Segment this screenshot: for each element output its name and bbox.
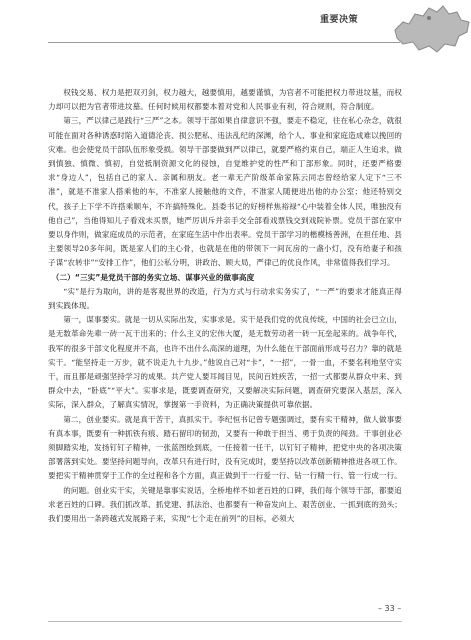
paragraph: “实”是行为取向，讲的是客观世界的改造，行为方式与行动求实务实了，“一严”的要求才能真正得到实践体现。 [48, 286, 402, 311]
paragraph: 第二，创业要实。就是真干苦干，真抓实干。李纪恒书记曾专题强调过，要有实干精神，做人做事要有真本事，既要有一种抓铁有痕、踏石留印的韧劲，又要有一种敢于担当、勇于负责的闯劲。干事创业必须脚踏实地，发扬钉钉子精神，一张蓝图绘到底，一任接着一任干，以钉钉子精神，把党中央的各项决策部署落到实处。要坚持问题导向，改革只有进行时，没有完成时，要坚持以改革创新精神推进各项工作。要把实干精神贯穿于工作的全过程和各个方面，真正做到干一行爱一行、钻一行精一行、管一行成一行。 [48, 414, 402, 481]
header-divider [48, 42, 400, 43]
section-title: 重要决策 [320, 15, 359, 25]
section-heading: （二）“三实”是党员干部的务实立场、谋事兴业的做事高度 [51, 272, 255, 282]
article-body [48, 86, 402, 526]
province-map-logo [385, 0, 471, 58]
paragraph: 权钱交易、权力是把双刃剑，权力越大，越要慎用，越要谨慎，为官者不可能把权力带进坟墓，而权力却可以把为官者带进坟墓。任何时候用权都要本着对党和人民事业有利，符合规则，符合制度。 [48, 88, 402, 112]
page-number: – 33 – [378, 604, 402, 613]
paragraph: 的问题。创业实干实，关键是靠事实说话，全桥地样不如老百姓的口碑，我们每个领导干部，都要追求老百姓的口碑。我们抓改革、抓党建、抓法治、也都要有一种奋发向上、艰苦创业、一抓到底的劲头；我们要用出一条跨越式发展路子来，实现“七个走在前列”的目标，必须大 [48, 485, 402, 524]
paragraph: 第三，严以律己是践行“三严”之本。领导干部如果自律意识不强，要走不稳定，往在私心杂念，就很可能在面对各种诱惑时陷入道德沦丧、损公肥私、违法乱纪的深渊，给个人、事业和家庭造成难以挽回的灾难。也会使党员干部队伍形象受损。领导干部要做到严以律己，就要严格约束自己，端正人生追求，做到慎独、慎微、慎初，自觉抵制资源文化的侵蚀，自觉维护党的性严和丁部形象。同时，还要严格要求“身边人”，包括自己的家人、亲属和朋友。老一辈无产阶级革命家陈云同志曾经给家人定下“三不准”，就是不准家人搭乘他的车，不准家人接触他的文件，不准家人随便进出他的办公室；他还特别交代，孩子上下学不许搭乘顺车，不许搞特殊化。县委书记的好榜样焦裕禄“心中装着全体人民，唯独没有他自己”，当他得知儿子看戏未买票，她严厉训斥并亲手交全部看戏票钱交到戏院补票。党员干部在家中要以身作则，做家庭成员的示范者，在家庭生活中作出表率。党员干部学习的楷模杨善洲，在担任地、县主要领导20多年间，既是家人们的主心骨，也就是在他的带领下一间瓦房的一盏小灯，没有给妻子和孩子谋“农转非”“安排工作”，他们公私分明，讲政治、顾大局，严律己的优良作风，非常值得我们学习。 [48, 116, 402, 268]
paragraph: 第一，谋事要实。就是一切从实际出发，实事求是。实干是我们党的优良传统，中国的社会已立山，是无数革命先辈一砖一瓦干出来的；什么主义的宏伟大厦，是无数劳动者一砖一瓦垒起来的。战争年代，我军的很多干部文化程度并不高，也许不出什么高深的道理，为什么能在干部面前形成号召力？靠的就是实干。“能坚持走一万步，就不说走九十九步。”他说自己对“卡”，“一招”，一骨一血，不要名利地坚守实干，而且都是顽强坚持学习的成果。共产党人要耳闻目见，民间百姓疾苦，一招一式都要从群众中来、到群众中去，“卧底”“平大”。实事求是，既要调查研究，又要解决实际问题，调查研究要深入基层，深入实际，深入群众，了解真实情况，掌握第一手资料，为正确决策提供可靠依据。 [48, 315, 402, 410]
footer-divider [48, 621, 402, 622]
